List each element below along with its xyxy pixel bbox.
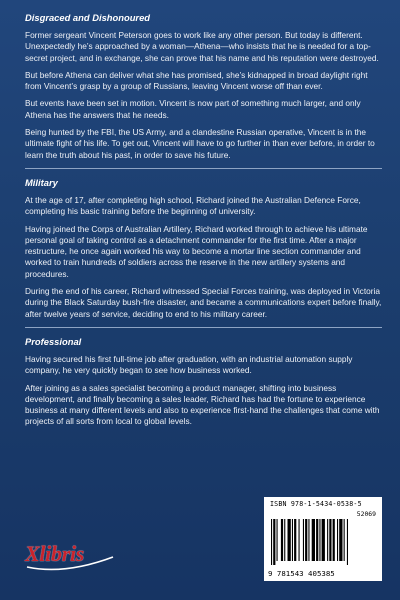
bio-paragraph: At the age of 17, after completing high school, Richard joined the Australian Defence Force, completing his basic training before the beginning of university. (25, 194, 361, 217)
isbn-label: ISBN 978-1-5434-0538-5 (270, 500, 362, 508)
section-divider (25, 168, 382, 169)
barcode-bar (327, 519, 328, 561)
barcode-bar (288, 519, 291, 561)
barcode-bar (337, 519, 338, 561)
bio-paragraph: After joining as a sales specialist becoming a product manager, shifting into business development, and finally becoming a sales leader, Richard has had the fortune to experience business at many different levels and also to experience first-hand the challenges that come with projects of all sorts from local to global levels. (25, 382, 380, 427)
section-heading-professional: Professional (25, 335, 82, 347)
section-divider (25, 327, 382, 328)
barcode-bar (277, 519, 278, 561)
barcode-bar (281, 519, 283, 561)
blurb-paragraph: But before Athena can deliver what she has promised, she’s kidnapped in broad daylight right from Vincent’s grasp by a group of Russians, leaving Vincent worse off than ever. (25, 69, 368, 92)
barcode-bar (292, 519, 293, 561)
barcode-bar (344, 519, 345, 561)
price-code: 52069 (356, 510, 376, 518)
blurb-paragraph: Former sergeant Vincent Peterson goes to work like any other person. But today is different. Unexpectedly he’s approached by a woman—Athena—who insists that he is needed for a top-secret project, and in exchange, she can prove that his name and his reputation were destroyed. (25, 30, 379, 63)
section-heading-disgraced: Disgraced and Dishonoured (25, 12, 151, 23)
isbn-barcode (264, 497, 382, 581)
barcode-bar (319, 519, 320, 561)
barcode-bar (312, 519, 315, 561)
bio-paragraph: Having secured his first full-time job after graduation, with an industrial automation supply company, he very quickly began to see how business worked. (25, 353, 353, 376)
barcode-bar (339, 519, 342, 561)
barcode-bar (316, 519, 318, 561)
barcode-digits: 9 781543 405385 (268, 569, 335, 578)
publisher-logo-text: Xlibris (25, 541, 85, 566)
barcode-bar (299, 519, 300, 561)
barcode-bars-icon (271, 519, 375, 565)
section-heading-military: Military (25, 176, 58, 188)
barcode-bar (333, 519, 335, 561)
barcode-bar (308, 519, 309, 561)
bio-paragraph: Having joined the Corps of Australian Artillery, Richard worked through to achieve his ultimate personal goal of taking control as a detachment commander for the first time. After a major restructure, he once again worked his way to become a mortar line section commander and worked to train hundreds of soldiers across the reserve in the new artillery systems and procedures. (25, 223, 368, 279)
barcode-bar (271, 519, 272, 565)
blurb-paragraph: But events have been set in motion. Vincent is now part of something much larger, and only Athena has the answers that he needs. (25, 98, 361, 120)
barcode-bar (347, 519, 348, 565)
barcode-bar (305, 519, 307, 561)
barcode-bar (273, 519, 275, 565)
publisher-logo (25, 541, 117, 569)
barcode-bar (322, 519, 325, 561)
blurb-paragraph: Being hunted by the FBI, the US Army, and a clandestine Russian operative, Vincent is in the ultimate fight of his life. To get out, Vincent will have to go further in than ever before, in order to learn the truth about his past, in order to save his future. (25, 127, 375, 160)
barcode-bar (303, 519, 304, 561)
barcode-bar (329, 519, 331, 561)
bio-paragraph: During the end of his career, Richard witnessed Special Forces training, was deployed in Victoria during the Black Saturday bush-fire disaster, and became a communications expert before finally, after twelve years of service, deciding to end to his military career. (25, 286, 382, 319)
blurb-content (25, 12, 382, 434)
barcode-bar (284, 519, 285, 561)
barcode-bar (294, 519, 296, 561)
